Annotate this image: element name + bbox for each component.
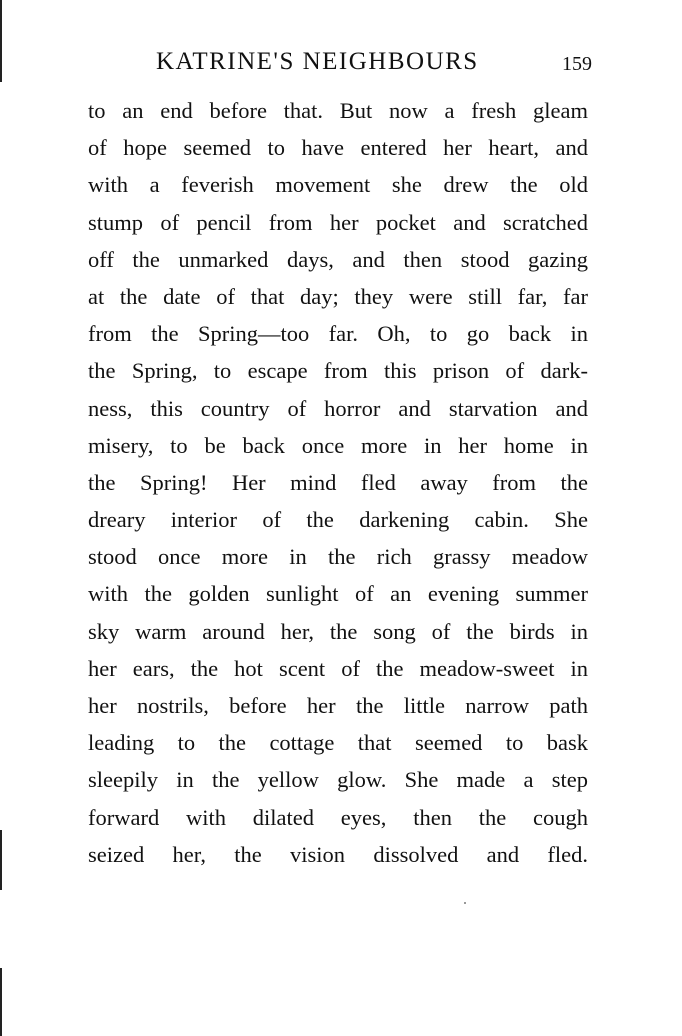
body-text <box>88 92 588 873</box>
text-line: sleepily in the yellow glow. She made a step <box>88 767 588 793</box>
running-head-title: KATRINE'S NEIGHBOURS <box>156 48 479 75</box>
page-edge-mark <box>0 0 2 82</box>
text-line: ness, this country of horror and starvation and <box>88 395 588 421</box>
text-line: with a feverish movement she drew the old <box>88 172 588 198</box>
text-line: the Spring! Her mind fled away from the <box>88 469 588 495</box>
text-line: the Spring, to escape from this prison of dark- <box>88 358 588 384</box>
page-number: 159 <box>562 53 592 75</box>
running-head <box>90 42 592 82</box>
text-line: dreary interior of the darkening cabin. She <box>88 507 588 533</box>
text-line: stood once more in the rich grassy meadow <box>88 544 588 570</box>
text-line: seized her, the vision dissolved and fled. <box>88 841 588 867</box>
text-line: to an end before that. But now a fresh gleam <box>88 98 588 123</box>
text-line: her nostrils, before her the little narrow path <box>88 693 588 718</box>
text-line: with the golden sunlight of an evening summer <box>88 581 588 607</box>
text-line: stump of pencil from her pocket and scratched <box>88 209 588 235</box>
page-edge-mark <box>0 968 2 1036</box>
text-line: her ears, the hot scent of the meadow-sweet in <box>88 655 588 681</box>
page-edge-mark <box>0 830 2 890</box>
text-line: from the Spring—too far. Oh, to go back in <box>88 321 588 347</box>
text-line: of hope seemed to have entered her heart, and <box>88 135 588 161</box>
text-line: at the date of that day; they were still far, far <box>88 283 588 309</box>
text-line: sky warm around her, the song of the birds in <box>88 618 588 644</box>
text-line: misery, to be back once more in her home in <box>88 432 588 458</box>
print-speck <box>464 902 466 904</box>
text-line: off the unmarked days, and then stood gazing <box>88 246 588 272</box>
text-line: leading to the cottage that seemed to bask <box>88 730 588 756</box>
text-line: forward with dilated eyes, then the cough <box>88 804 588 830</box>
